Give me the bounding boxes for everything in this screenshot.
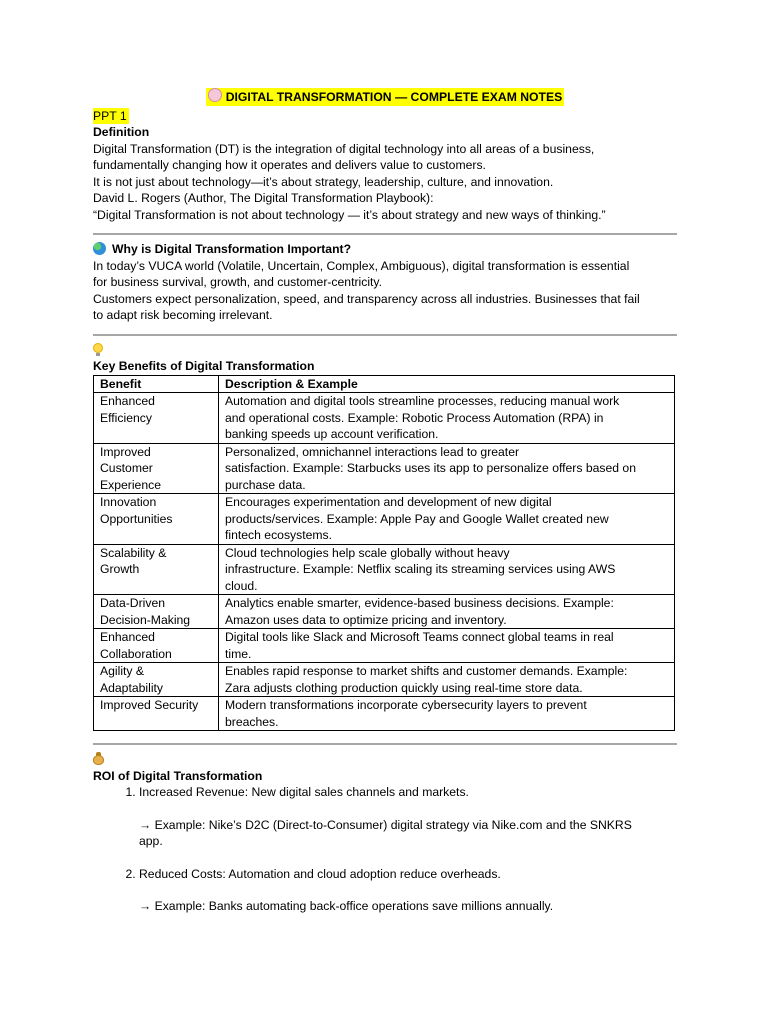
description-cell: Personalized, omnichannel interactions lead to greater satisfaction. Example: Starbucks uses its app to personalize offers based on purchase data. [219,443,675,494]
definition-line: David L. Rogers (Author, The Digital Transformation Playbook): [93,191,434,205]
description-cell: Encourages experimentation and development of new digital products/services. Example: Apple Pay and Google Wallet created new fintech ecosystems. [219,494,675,545]
description-cell: Modern transformations incorporate cybersecurity layers to prevent breaches. [219,697,675,731]
section-divider [93,233,677,235]
benefit-cell: Innovation Opportunities [94,494,219,545]
ppt-label-row [93,108,677,125]
ppt-label: PPT 1 [93,108,127,123]
roi-item [139,784,677,850]
roi-item-text: Reduced Costs: Automation and cloud adoption reduce overheads. [139,866,501,881]
benefits-table-body [94,393,675,731]
description-cell: Automation and digital tools streamline processes, reducing manual work and operational costs. Example: Robotic Process Automation (RPA) in banking speeds up account verification. [219,393,675,444]
table-row [94,697,675,731]
importance-line: Customers expect personalization, speed, and transparency across all industries. Businesses that fail [93,291,640,306]
globe-icon [93,242,106,255]
table-row [94,544,675,595]
importance-heading: Why is Digital Transformation Important? [112,242,352,256]
roi-item [139,866,677,915]
roi-heading: ROI of Digital Transformation [93,768,263,783]
table-header-row [94,375,675,393]
description-cell: Analytics enable smarter, evidence-based business decisions. Example: Amazon uses data to optimize pricing and inventory. [219,595,675,629]
table-row [94,595,675,629]
document-page [93,88,677,915]
description-cell: Enables rapid response to market shifts and customer demands. Example: Zara adjusts clothing production quickly using real-time store data. [219,663,675,697]
definition-heading: Definition [93,125,150,139]
roi-item-text: Increased Revenue: New digital sales channels and markets. [139,785,469,799]
benefit-cell: Scalability & Growth [94,544,219,595]
gear-icon [208,88,222,102]
benefit-cell: Enhanced Efficiency [94,393,219,444]
description-cell: Digital tools like Slack and Microsoft Teams connect global teams in real time. [219,629,675,663]
lightbulb-icon [93,343,103,356]
benefit-cell: Agility & Adaptability [94,663,219,697]
importance-heading-row [93,241,677,258]
definition-line: It is not just about technology—it’s about strategy, leadership, culture, and innovation. [93,174,554,189]
benefit-cell: Enhanced Collaboration [94,629,219,663]
benefits-table [93,375,675,732]
benefits-heading: Key Benefits of Digital Transformation [93,359,315,373]
benefit-cell: Improved Security [94,697,219,731]
section-divider [93,334,677,336]
roi-item-example: → Example: Nike’s D2C (Direct-to-Consumer) digital strategy via Nike.com and the SNKRS app. [139,817,632,848]
roi-list [93,784,677,915]
definition-line: fundamentally changing how it operates and delivers value to customers. [93,158,486,172]
table-row [94,443,675,494]
table-row [94,629,675,663]
column-header-benefit: Benefit [94,375,219,393]
money-bag-icon [93,752,104,765]
table-row [94,393,675,444]
benefits-icon-row [93,342,677,359]
table-row [94,663,675,697]
table-row [94,494,675,545]
column-header-description: Description & Example [219,375,675,393]
benefit-cell: Data-Driven Decision-Making [94,595,219,629]
importance-line: for business survival, growth, and customer-centricity. [93,275,382,289]
title-row [93,88,677,106]
benefit-cell: Improved Customer Experience [94,443,219,494]
definition-quote: “Digital Transformation is not about technology — it’s about strategy and new ways of thinking.” [93,207,606,222]
document-title: DIGITAL TRANSFORMATION — COMPLETE EXAM NOTES [206,88,565,106]
description-cell: Cloud technologies help scale globally without heavy infrastructure. Example: Netflix scaling its streaming services using AWS cloud. [219,544,675,595]
roi-item-example: → Example: Banks automating back-office operations save millions annually. [139,899,554,913]
definition-line: Digital Transformation (DT) is the integration of digital technology into all areas of a business, [93,141,595,156]
importance-line: to adapt risk becoming irrelevant. [93,308,273,322]
importance-line: In today’s VUCA world (Volatile, Uncertain, Complex, Ambiguous), digital transformation is essential [93,258,630,273]
roi-icon-row [93,751,677,768]
section-divider [93,743,677,745]
